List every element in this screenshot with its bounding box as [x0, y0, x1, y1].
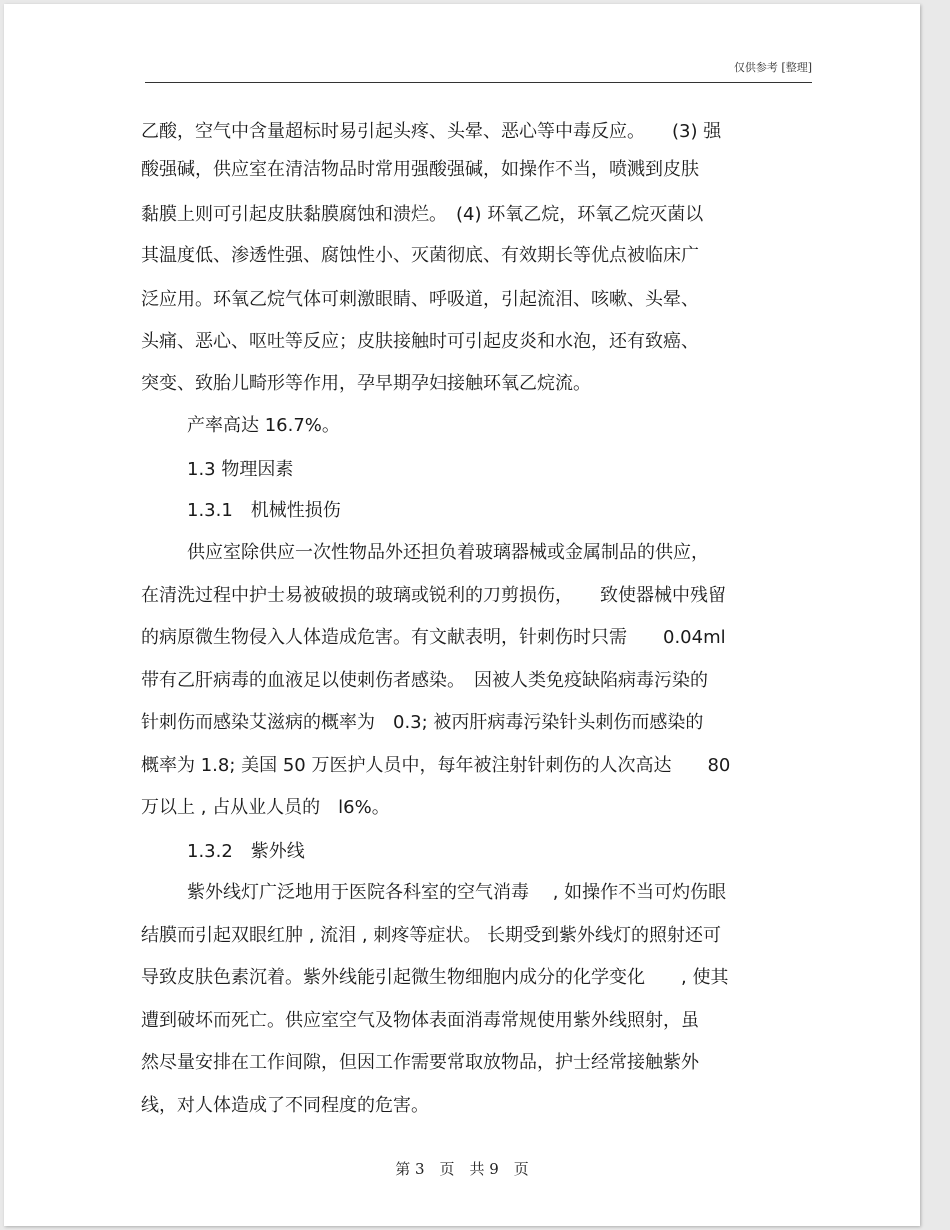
body-line: 在清洗过程中护士易被破损的玻璃或锐利的刀剪损伤， 致使器械中残留: [141, 585, 726, 606]
body-line: 导致皮肤色素沉着。紫外线能引起微生物细胞内成分的化学变化 , 使其: [141, 967, 729, 988]
body-line: 线，对人体造成了不同程度的危害。: [141, 1095, 429, 1116]
body-line: 万以上 , 占从业人员的 l6%。: [141, 797, 390, 818]
body-line: 的病原微生物侵入人体造成危害。有文献表明，针刺伤时只需 0.04ml: [141, 627, 726, 648]
body-line: 紫外线灯广泛地用于医院各科室的空气消毒 , 如操作不当可灼伤眼: [187, 882, 727, 903]
body-line: 针刺伤而感染艾滋病的概率为 0.3; 被丙肝病毒污染针头刺伤而感染的: [141, 712, 704, 733]
body-line: 头痛、恶心、呕吐等反应；皮肤接触时可引起皮炎和水泡，还有致癌、: [141, 331, 699, 352]
body-line: 产率高达 16.7%。: [187, 415, 340, 436]
subsection-heading: 1.3.1 机械性损伤: [187, 500, 341, 521]
section-heading: 1.3 物理因素: [187, 459, 294, 480]
document-page: [4, 4, 920, 1226]
page-header: 仅供参考 [整理]: [145, 60, 812, 83]
body-line: 突变、致胎儿畸形等作用，孕早期孕妇接触环氧乙烷流。: [141, 373, 591, 394]
body-line: 遭到破坏而死亡。供应室空气及物体表面消毒常规使用紫外线照射，虽: [141, 1010, 699, 1031]
body-line: 酸强碱，供应室在清洁物品时常用强酸强碱，如操作不当，喷溅到皮肤: [141, 159, 699, 180]
page-footer: 第 3 页 共 9 页: [395, 1160, 529, 1178]
body-line: 黏膜上则可引起皮肤黏膜腐蚀和溃烂。 (4) 环氧乙烷，环氧乙烷灭菌以: [141, 204, 704, 225]
body-line: 然尽量安排在工作间隙，但因工作需要常取放物品，护士经常接触紫外: [141, 1052, 699, 1073]
body-line: 供应室除供应一次性物品外还担负着玻璃器械或金属制品的供应，: [187, 542, 709, 563]
body-line: 其温度低、渗透性强、腐蚀性小、灭菌彻底、有效期长等优点被临床广: [141, 245, 699, 266]
body-line: 乙酸，空气中含量超标时易引起头疼、头晕、恶心等中毒反应。 (3) 强: [141, 121, 722, 142]
body-line: 结膜而引起双眼红肿 , 流泪 , 刺疼等症状。 长期受到紫外线灯的照射还可: [141, 925, 722, 946]
body-line: 带有乙肝病毒的血液足以使刺伤者感染。 因被人类免疫缺陷病毒污染的: [141, 670, 708, 691]
subsection-heading: 1.3.2 紫外线: [187, 841, 305, 862]
body-line: 概率为 1.8; 美国 50 万医护人员中，每年被注射针刺伤的人次高达 80: [141, 755, 731, 776]
body-line: 泛应用。环氧乙烷气体可刺激眼睛、呼吸道，引起流泪、咳嗽、头晕、: [141, 289, 699, 310]
